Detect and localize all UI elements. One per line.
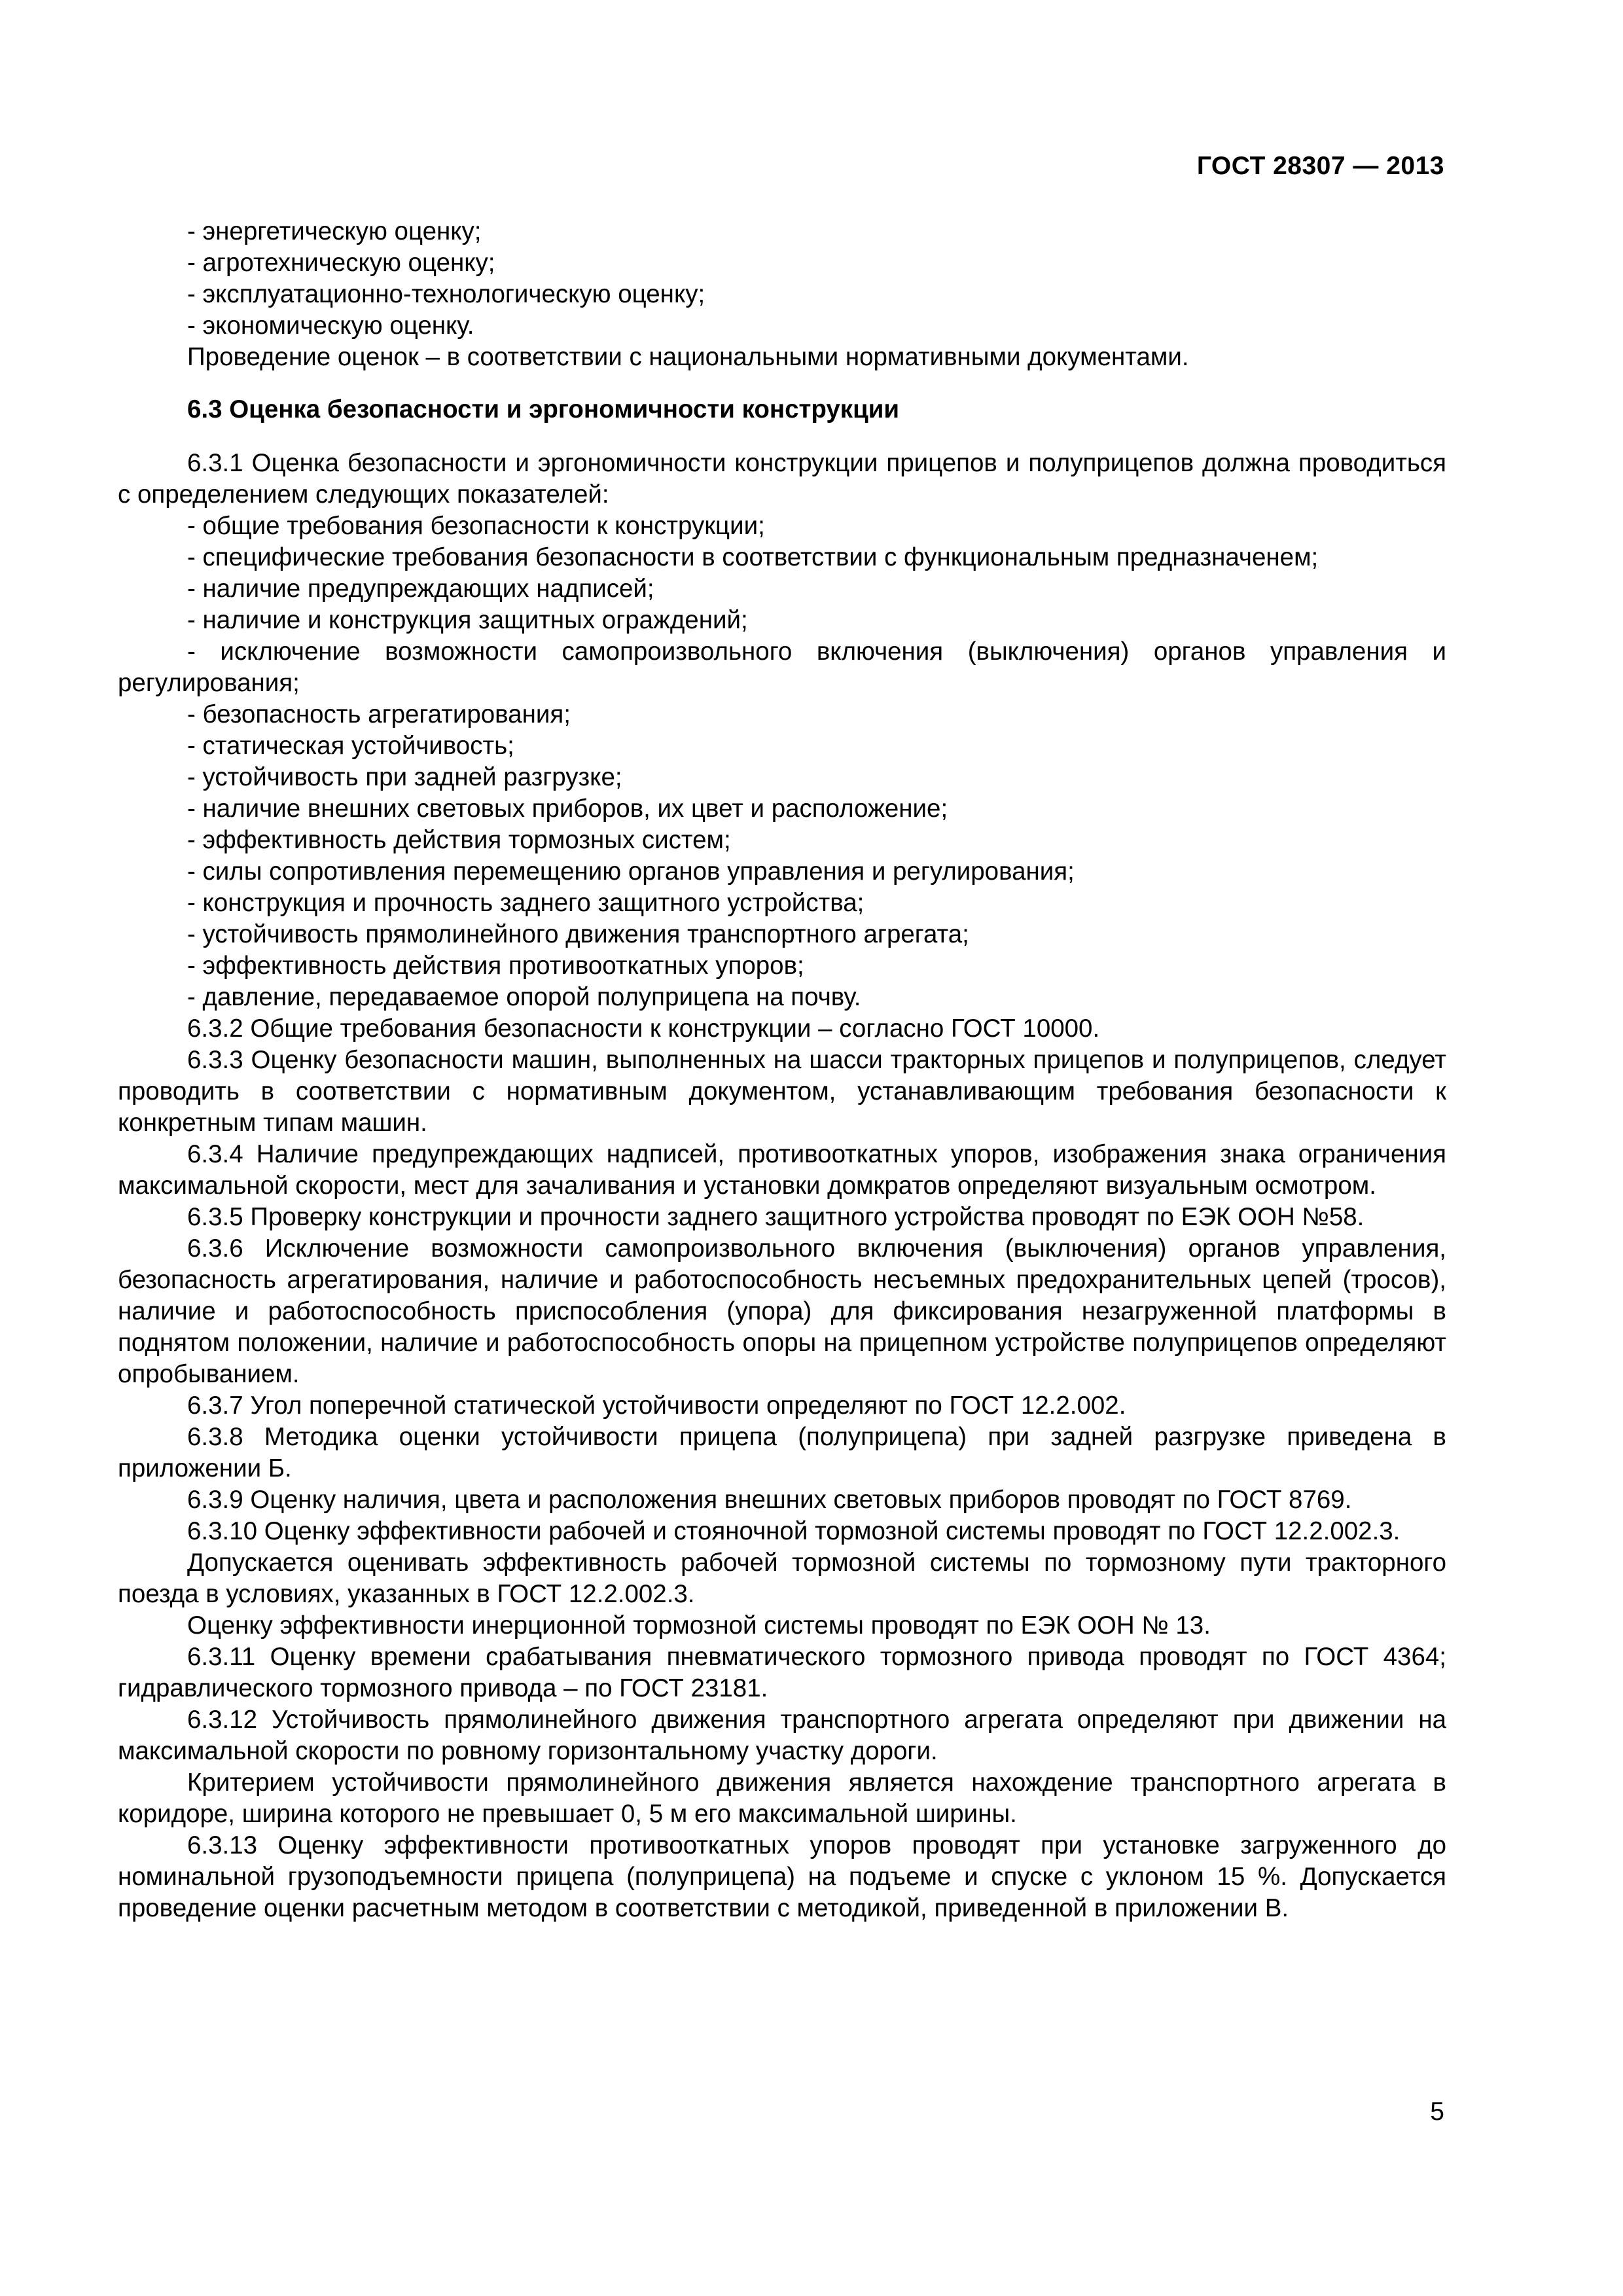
list-item: - агротехническую оценку; <box>187 249 495 277</box>
paragraph-6-3-5: 6.3.5 Проверку конструкции и прочности заднего защитного устройства проводят по ЕЭК ООН №58. <box>187 1203 1364 1231</box>
list-item: - наличие и конструкция защитных ограждений; <box>187 606 748 634</box>
list-item: - эффективность действия тормозных систем; <box>187 826 731 854</box>
list-item: - экономическую оценку. <box>187 312 474 340</box>
list-item: - энергетическую оценку; <box>187 217 482 245</box>
intro-note: Проведение оценок – в соответствии с национальными нормативными документами. <box>187 343 1189 371</box>
list-item: - силы сопротивления перемещению органов управления и регулирования; <box>187 857 1075 886</box>
list-item: - конструкция и прочность заднего защитного устройства; <box>187 889 865 917</box>
page-number: 5 <box>1430 2098 1444 2126</box>
paragraph-stability-criterion: Критерием устойчивости прямолинейного движения является нахождение транспортного агрегата в коридоре, ширина которого не превышает 0, 5 м его максимальной ширины. <box>118 1768 1446 1828</box>
paragraph-6-3-6: 6.3.6 Исключение возможности самопроизвольного включения (выключения) органов управления, безопасность агрегатирования, наличие и работоспособность несъемных предохранительных цепей (тросов), наличие и работоспособность приспособления (упора) для фиксирования незагруженной платформы в поднятом положении, наличие и работоспособность опоры на прицепном устройстве полуприцепов определяют опробыванием. <box>118 1234 1446 1388</box>
list-item: - статическая устойчивость; <box>187 732 514 760</box>
paragraph-6-3-1: 6.3.1 Оценка безопасности и эргономичности конструкции прицепов и полуприцепов должна проводиться с определением следующих показателей: <box>118 449 1446 509</box>
paragraph-6-3-12: 6.3.12 Устойчивость прямолинейного движения транспортного агрегата определяют при движении на максимальной скорости по ровному горизонтальному участку дороги. <box>118 1706 1446 1765</box>
list-item: - наличие внешних световых приборов, их цвет и расположение; <box>187 795 948 823</box>
list-item-wrapped: - исключение возможности самопроизвольного включения (выключения) органов управления и регулирования; <box>118 637 1446 697</box>
paragraph-6-3-2: 6.3.2 Общие требования безопасности к конструкции – согласно ГОСТ 10000. <box>187 1014 1100 1043</box>
list-item: - устойчивость прямолинейного движения транспортного агрегата; <box>187 920 969 948</box>
section-heading: 6.3 Оценка безопасности и эргономичности конструкции <box>187 395 900 423</box>
paragraph-6-3-10: 6.3.10 Оценку эффективности рабочей и стояночной тормозной системы проводят по ГОСТ 12.2.002.3. <box>187 1517 1400 1545</box>
list-item: - эффективность действия противооткатных упоров; <box>187 952 804 980</box>
paragraph-6-3-9: 6.3.9 Оценку наличия, цвета и расположения внешних световых приборов проводят по ГОСТ 8769. <box>187 1486 1352 1514</box>
document-body <box>118 216 1446 1924</box>
intro-list <box>118 216 1446 342</box>
paragraph-6-3-8: 6.3.8 Методика оценки устойчивости прицепа (полуприцепа) при задней разгрузке приведена в приложении Б. <box>118 1423 1446 1482</box>
indicator-list <box>118 511 1446 1013</box>
paragraph-inertial-brake: Оценку эффективности инерционной тормозной системы проводят по ЕЭК ООН № 13. <box>187 1611 1211 1640</box>
paragraph-6-3-11: 6.3.11 Оценку времени срабатывания пневматического тормозного привода проводят по ГОСТ 4364; гидравлического тормозного привода – по ГОСТ 23181. <box>118 1643 1446 1702</box>
list-item: - эксплуатационно-технологическую оценку; <box>187 280 705 308</box>
paragraph-6-3-13: 6.3.13 Оценку эффективности противооткатных упоров проводят при установке загруженного до номинальной грузоподъемности прицепа (полуприцепа) на подъеме и спуске с уклоном 15 %. Допускается проведение оценки расчетным методом в соответствии с методикой, приведенной в приложении В. <box>118 1831 1446 1922</box>
list-item: - устойчивость при задней разгрузке; <box>187 763 622 791</box>
paragraph-6-3-3: 6.3.3 Оценку безопасности машин, выполненных на шасси тракторных прицепов и полуприцепов, следует проводить в соответствии с нормативным документом, устанавливающим требования безопасности к конкретным типам машин. <box>118 1046 1446 1137</box>
list-item: - безопасность агрегатирования; <box>187 700 571 728</box>
list-item: - давление, передаваемое опорой полуприцепа на почву. <box>187 983 861 1011</box>
paragraph-6-3-7: 6.3.7 Угол поперечной статической устойчивости определяют по ГОСТ 12.2.002. <box>187 1391 1126 1420</box>
list-item: - специфические требования безопасности в соответствии с функциональным предназначенем; <box>187 543 1319 571</box>
list-item: - наличие предупреждающих надписей; <box>187 575 654 603</box>
paragraph-braking-distance: Допускается оценивать эффективность рабочей тормозной системы по тормозному пути тракторного поезда в условиях, указанных в ГОСТ 12.2.002.3. <box>118 1549 1446 1608</box>
list-item: - общие требования безопасности к конструкции; <box>187 512 765 540</box>
paragraph-6-3-4: 6.3.4 Наличие предупреждающих надписей, противооткатных упоров, изображения знака ограничения максимальной скорости, мест для зачаливания и установки домкратов определяют визуальным осмотром. <box>118 1140 1446 1200</box>
document-code: ГОСТ 28307 — 2013 <box>1196 152 1444 180</box>
